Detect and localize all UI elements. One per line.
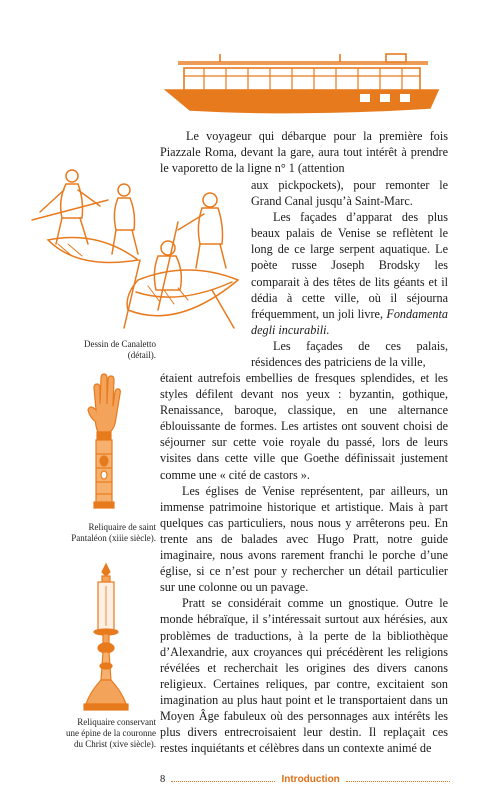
caption-line: Reliquaire conservant	[77, 717, 156, 727]
paragraph-2	[251, 209, 448, 338]
caption-line: du Christ (xive siècle).	[74, 739, 156, 749]
caption-pantaleon	[26, 522, 156, 544]
paragraph-5: Pratt se considérait comme un gnostique. Outre le monde hébraïque, il s’intéressait surtout aux hérésies, aux problèmes de traductions, à la perte de la bibliothèque d’Alexandrie, aux croyances qui précédèrent les religions révélées et recherchait les origines des divers canons religieux. Certaines reliques, par contre, excitaient son imagination au plus haut point et le transportaient dans un Moyen Âge fabuleux où des personnages aux intérêts les plus divers entrecroisaient leur destin. Il replaçait ces restes inquiétants et célèbres dans un contexte animé de	[160, 596, 448, 756]
paragraph-1-continuation: aux pickpockets), pour remonter le Grand Canal jusqu’à Saint-Marc.	[251, 178, 448, 209]
text-column-wide	[160, 370, 448, 756]
caption-canaletto	[26, 339, 156, 361]
caption-line: Pantaléon (xiiie siècle).	[71, 533, 156, 543]
caption-line: (détail).	[127, 350, 156, 360]
paragraph-1-opening	[160, 128, 448, 176]
paragraph-text: Les façades d’apparat des plus beaux palais de Venise se reflètent le long de ce large serpent aquatique. Le poète russe Joseph Brodsky les comparait à des têtes de lits géants et il dédia à cette ville, où il séjourna fréquemment, un joli livre,	[251, 210, 448, 321]
dotted-leader	[346, 781, 450, 782]
caption-line: une épine de la couronne	[66, 728, 156, 738]
caption-couronne	[26, 717, 156, 750]
caption-line: Dessin de Canaletto	[84, 339, 156, 349]
paragraph-text: Le voyageur qui débarque pour la première fois Piazzale Roma, devant la gare, aura tout intérêt à prendre le vaporetto de la ligne n° 1 (attention	[160, 129, 448, 176]
canaletto-gondoliers-drawing	[28, 160, 250, 332]
paragraph-4: Les églises de Venise représentent, par ailleurs, un immense patrimoine historique et artistique. Mais à part quelques cas particuliers, nous nous y arrêterons peu. En trente ans de balades avec Hugo Pratt, notre guide imaginaire, nous avons rarement franchi le porche d’une église, si ce n’est pour y rechercher un détail particulier sur une colonne ou un pavage.	[160, 483, 448, 595]
vaporetto-illustration	[160, 52, 444, 118]
section-title: Introduction	[281, 773, 340, 785]
thorn-reliquary-illustration	[82, 562, 130, 714]
page-footer	[160, 770, 450, 788]
paragraph-3-continuation: étaient autrefois embellies de fresques splendides, et les styles défilent devant nos yeux : byzantin, gothique, Renaissance, baroque, classique, en une alternance éblouissante de formes. Les artistes ont souvent choisi de séjourner sur cette voie royale du passé, lors de leurs visites dans cette ville que Goethe définissait justement comme une « cité de castors ».	[160, 371, 448, 482]
hand-reliquary-illustration	[82, 370, 128, 510]
book-title: Fondamenta degli incurabili.	[251, 306, 448, 337]
text-column-narrow	[251, 177, 448, 370]
dotted-leader	[171, 781, 275, 782]
page-number: 8	[160, 773, 166, 785]
paragraph-3-opening: Les façades de ces palais, résidences des patriciens de la ville,	[251, 338, 448, 370]
caption-line: Reliquaire de saint	[88, 522, 156, 532]
